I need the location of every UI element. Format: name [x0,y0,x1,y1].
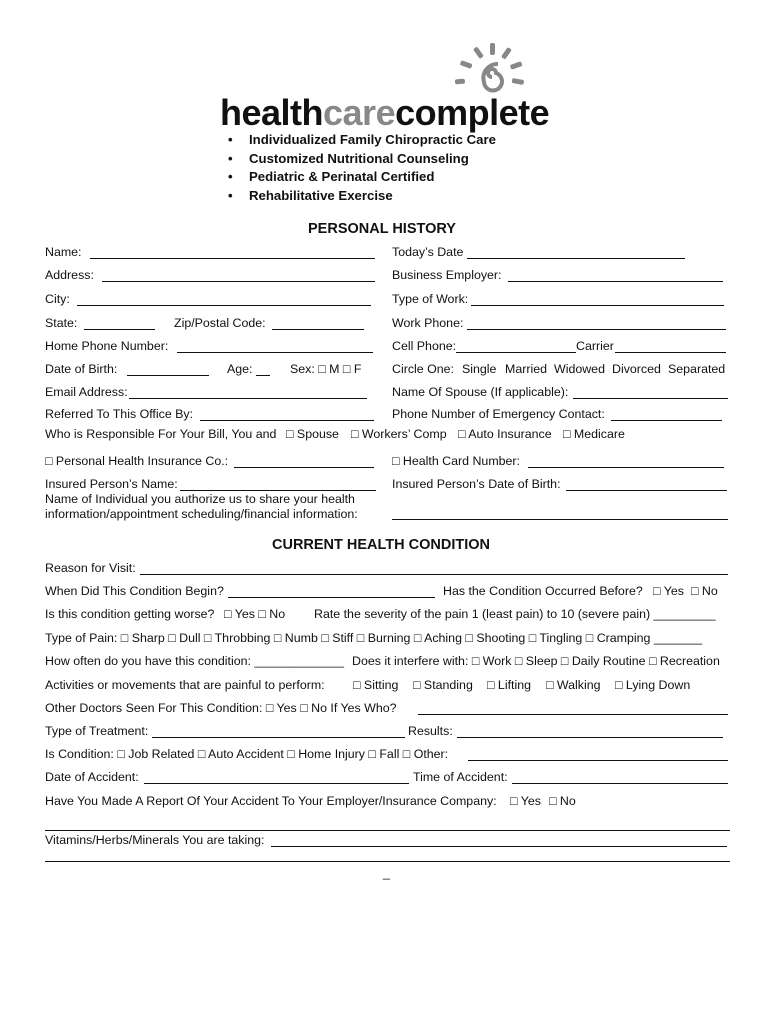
current-health-title: CURRENT HEALTH CONDITION [272,537,491,553]
marital-widowed[interactable]: Widowed [554,362,605,376]
state-field[interactable] [84,329,155,330]
date-accident-label: Date of Accident: [45,770,139,784]
name-field[interactable] [90,258,375,259]
occurred-no[interactable]: □ No [691,584,718,598]
is-condition-other-field[interactable] [468,760,728,761]
date-accident-field[interactable] [144,783,409,784]
insurance-co-field[interactable] [234,467,374,468]
marital-separated[interactable]: Separated [668,362,726,376]
responsible-auto-insurance[interactable]: □ Auto Insurance [458,427,552,441]
spouse-name-field[interactable] [573,398,728,399]
vitamins-field[interactable] [271,846,727,847]
authorize-label-2: information/appointment scheduling/financial information: [45,507,358,521]
emergency-label: Phone Number of Emergency Contact: [392,407,605,421]
results-label: Results: [408,724,453,738]
other-doctors-label[interactable]: Other Doctors Seen For This Condition: □ Yes □ No If Yes Who? [45,701,397,715]
activity-standing[interactable]: □ Standing [413,678,473,692]
treatment-field[interactable] [152,737,405,738]
brand-wordmark [220,92,549,134]
address-field[interactable] [102,281,375,282]
marital-married[interactable]: Married [505,362,547,376]
circle-one-label: Circle One: [392,362,454,376]
is-condition-options[interactable]: Is Condition: □ Job Related □ Auto Accident □ Home Injury □ Fall □ Other: [45,747,449,761]
name-label: Name: [45,245,82,259]
authorize-field[interactable] [392,519,728,520]
report-label: Have You Made A Report Of Your Accident To Your Employer/Insurance Company: [45,794,497,808]
zip-label: Zip/Postal Code: [174,316,266,330]
carrier-label: Carrier [576,339,614,353]
services-list [228,131,496,205]
business-employer-field[interactable] [508,281,723,282]
insured-name-label: Insured Person’s Name: [45,477,178,491]
health-card-field[interactable] [528,467,724,468]
dob-label: Date of Birth: [45,362,118,376]
activity-lying-down[interactable]: □ Lying Down [615,678,691,692]
reason-label: Reason for Visit: [45,561,136,575]
dob-field[interactable] [127,375,209,376]
work-phone-field[interactable] [467,329,726,330]
type-of-work-label: Type of Work: [392,292,469,306]
referred-label: Referred To This Office By: [45,407,194,421]
marital-divorced[interactable]: Divorced [612,362,661,376]
sex-options[interactable]: Sex: □ M □ F [290,362,362,376]
blank-line[interactable] [45,830,730,831]
todays-date-field[interactable] [467,258,685,259]
cell-phone-label: Cell Phone: [392,339,457,353]
state-label: State: [45,316,78,330]
responsible-workers-comp[interactable]: □ Workers’ Comp [351,427,447,441]
city-label: City: [45,292,70,306]
insured-name-field[interactable] [180,490,376,491]
spouse-name-label: Name Of Spouse (If applicable): [392,385,569,399]
time-accident-field[interactable] [512,783,728,784]
service-item: • Pediatric & Perinatal Certified [228,168,496,187]
personal-history-title: PERSONAL HISTORY [308,221,456,237]
insurance-co-label[interactable]: □ Personal Health Insurance Co.: [45,454,229,468]
treatment-label: Type of Treatment: [45,724,149,738]
report-yes[interactable]: □ Yes [510,794,541,808]
condition-begin-label: When Did This Condition Begin? [45,584,224,598]
service-item: • Rehabilitative Exercise [228,187,496,206]
worse-label: Is this condition getting worse? [45,607,215,621]
responsible-medicare[interactable]: □ Medicare [563,427,625,441]
vitamins-label: Vitamins/Herbs/Minerals You are taking: [45,833,265,847]
severity-label[interactable]: Rate the severity of the pain 1 (least pain) to 10 (severe pain) _________ [314,607,716,621]
activity-sitting[interactable]: □ Sitting [353,678,399,692]
worse-options[interactable]: □ Yes □ No [224,607,286,621]
home-phone-label: Home Phone Number: [45,339,169,353]
carrier-field[interactable] [615,352,726,353]
painful-activities-label: Activities or movements that are painful to perform: [45,678,325,692]
activity-walking[interactable]: □ Walking [546,678,601,692]
address-label: Address: [45,268,94,282]
type-of-work-field[interactable] [471,305,724,306]
activity-lifting[interactable]: □ Lifting [487,678,531,692]
work-phone-label: Work Phone: [392,316,464,330]
occurred-yes[interactable]: □ Yes [653,584,684,598]
email-label: Email Address: [45,385,128,399]
marital-single[interactable]: Single [462,362,497,376]
report-no[interactable]: □ No [549,794,576,808]
referred-field[interactable] [200,420,374,421]
service-item: • Customized Nutritional Counseling [228,150,496,169]
emergency-field[interactable] [611,420,722,421]
pain-type-options[interactable]: Type of Pain: □ Sharp □ Dull □ Throbbing □ Numb □ Stiff □ Burning □ Aching □ Shooting □ Tingling □ Cramping _______ [45,631,703,645]
brand-health: health [220,92,324,133]
how-often-label[interactable]: How often do you have this condition: _____________ [45,654,344,668]
age-label: Age: [227,362,253,376]
age-field[interactable] [256,375,270,376]
reason-field[interactable] [140,574,728,575]
cell-phone-field[interactable] [456,352,576,353]
home-phone-field[interactable] [177,352,373,353]
business-employer-label: Business Employer: [392,268,502,282]
time-accident-label: Time of Accident: [413,770,508,784]
insured-dob-label: Insured Person’s Date of Birth: [392,477,561,491]
results-field[interactable] [457,737,723,738]
interfere-options[interactable]: Does it interfere with: □ Work □ Sleep □ Daily Routine □ Recreation [352,654,720,668]
zip-field[interactable] [272,329,364,330]
responsible-label: Who is Responsible For Your Bill, You and [45,427,277,441]
email-field[interactable] [129,398,367,399]
insured-dob-field[interactable] [566,490,727,491]
health-card-label[interactable]: □ Health Card Number: [392,454,520,468]
todays-date-label: Today’s Date [392,245,464,259]
condition-begin-field[interactable] [228,597,435,598]
authorize-label-1: Name of Individual you authorize us to share your health [45,492,355,506]
responsible-spouse[interactable]: □ Spouse [286,427,339,441]
vitamins-field-2[interactable] [45,861,730,862]
brand-care: care [323,92,396,133]
other-doctors-field[interactable] [418,714,728,715]
service-item: • Individualized Family Chiropractic Care [228,131,496,150]
footer-mark: _ [383,866,390,880]
brand-complete: complete [395,92,550,133]
city-field[interactable] [77,305,371,306]
occurred-before-label: Has the Condition Occurred Before? [443,584,643,598]
